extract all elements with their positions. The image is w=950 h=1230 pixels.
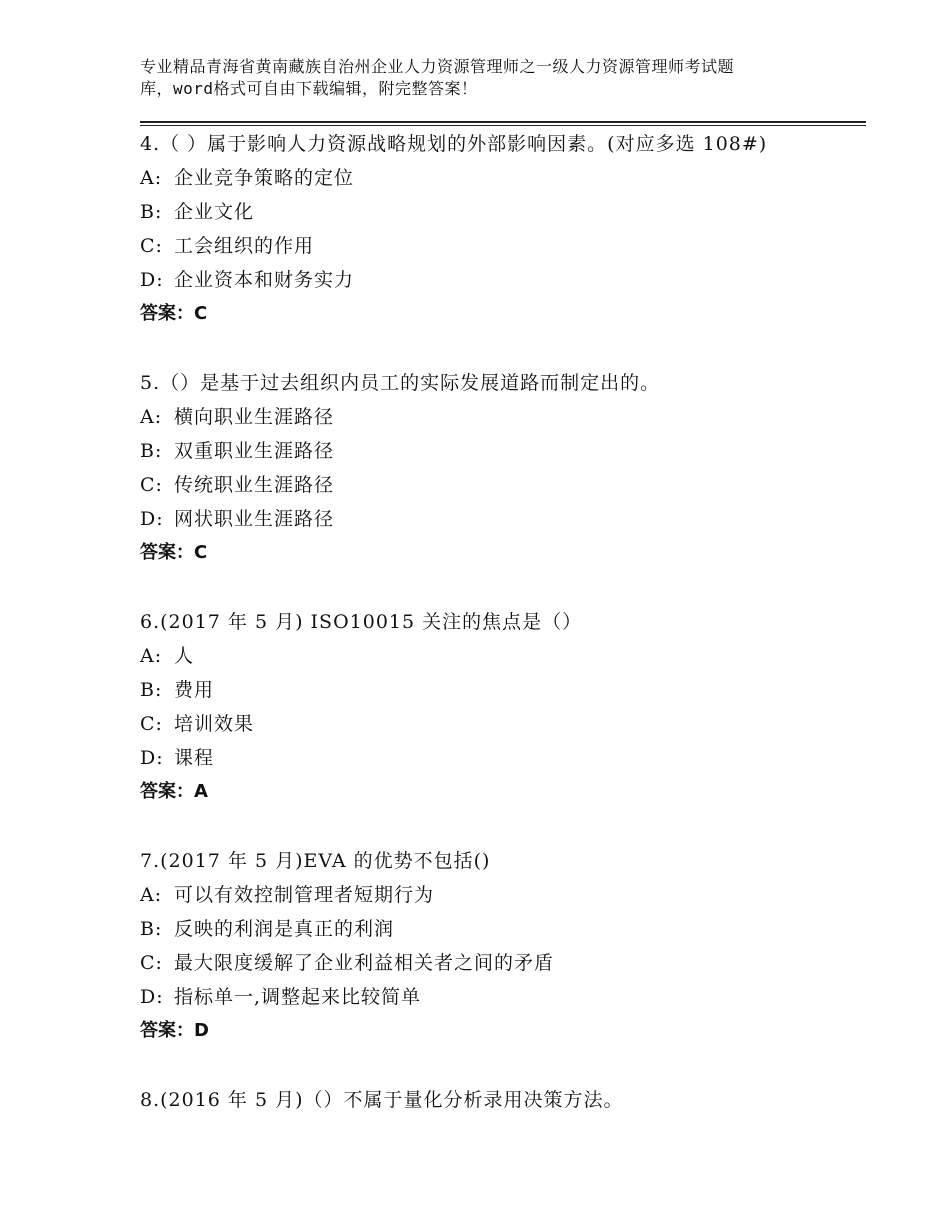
option-text: 网状职业生涯路径 [174,508,335,530]
option-key: B: [140,440,163,462]
header-title-line-2: 库，word格式可自由下载编辑，附完整答案！ [140,79,478,98]
header-divider-thick [140,121,866,123]
option-a [140,161,860,195]
option-a [140,878,860,912]
question-stem: 8.(2016 年 5 月)（）不属于量化分析录用决策方法。 [140,1089,624,1111]
option-text: 费用 [174,679,215,701]
answer-line: 答案：C [140,303,208,324]
option-c [140,707,860,741]
option-text: 反映的利润是真正的利润 [174,918,395,940]
option-text: 最大限度缓解了企业利益相关者之间的矛盾 [174,952,555,974]
option-text: 工会组织的作用 [174,235,315,257]
answer-line: 答案：D [140,1020,209,1041]
question-list [140,127,860,1117]
option-key: A: [140,406,163,428]
question-stem: 6.(2017 年 5 月) ISO10015 关注的焦点是（） [140,611,583,633]
option-key: D: [140,269,164,291]
option-c [140,468,860,502]
question-7 [140,844,860,1048]
option-key: D: [140,986,164,1008]
option-c [140,229,860,263]
option-a [140,639,860,673]
option-key: C: [140,713,163,735]
option-key: D: [140,747,164,769]
header-divider-thin [140,125,866,126]
option-key: A: [140,167,163,189]
option-key: B: [140,679,163,701]
option-text: 指标单一,调整起来比较简单 [174,986,422,1008]
question-8 [140,1083,860,1117]
question-spacer [140,570,860,605]
option-d [140,980,860,1014]
option-text: 企业资本和财务实力 [174,269,355,291]
question-5 [140,366,860,570]
option-text: 课程 [174,747,215,769]
document-header [140,56,830,100]
option-key: C: [140,235,163,257]
option-b [140,434,860,468]
question-spacer [140,809,860,844]
option-text: 人 [174,645,195,667]
answer-line: 答案：A [140,781,208,802]
question-stem: 7.(2017 年 5 月)EVA 的优势不包括() [140,850,491,872]
option-key: A: [140,884,163,906]
option-text: 传统职业生涯路径 [174,474,335,496]
option-d [140,502,860,536]
option-c [140,946,860,980]
option-a [140,400,860,434]
option-text: 培训效果 [174,713,255,735]
option-key: B: [140,201,163,223]
answer-line: 答案：C [140,542,208,563]
question-4 [140,127,860,331]
question-stem: 4.（ ）属于影响人力资源战略规划的外部影响因素。(对应多选 108#) [140,133,768,155]
option-key: B: [140,918,163,940]
option-key: C: [140,474,163,496]
option-text: 可以有效控制管理者短期行为 [174,884,435,906]
question-6 [140,605,860,809]
option-d [140,741,860,775]
question-spacer [140,331,860,366]
option-text: 企业文化 [174,201,255,223]
option-key: A: [140,645,163,667]
option-b [140,673,860,707]
option-text: 双重职业生涯路径 [174,440,335,462]
option-b [140,912,860,946]
option-text: 企业竞争策略的定位 [174,167,355,189]
option-key: D: [140,508,164,530]
header-title-line-1: 专业精品青海省黄南藏族自治州企业人力资源管理师之一级人力资源管理师考试题 [140,57,735,76]
option-b [140,195,860,229]
question-spacer [140,1048,860,1083]
option-d [140,263,860,297]
question-stem: 5.（）是基于过去组织内员工的实际发展道路而制定出的。 [140,372,661,394]
option-text: 横向职业生涯路径 [174,406,335,428]
option-key: C: [140,952,163,974]
